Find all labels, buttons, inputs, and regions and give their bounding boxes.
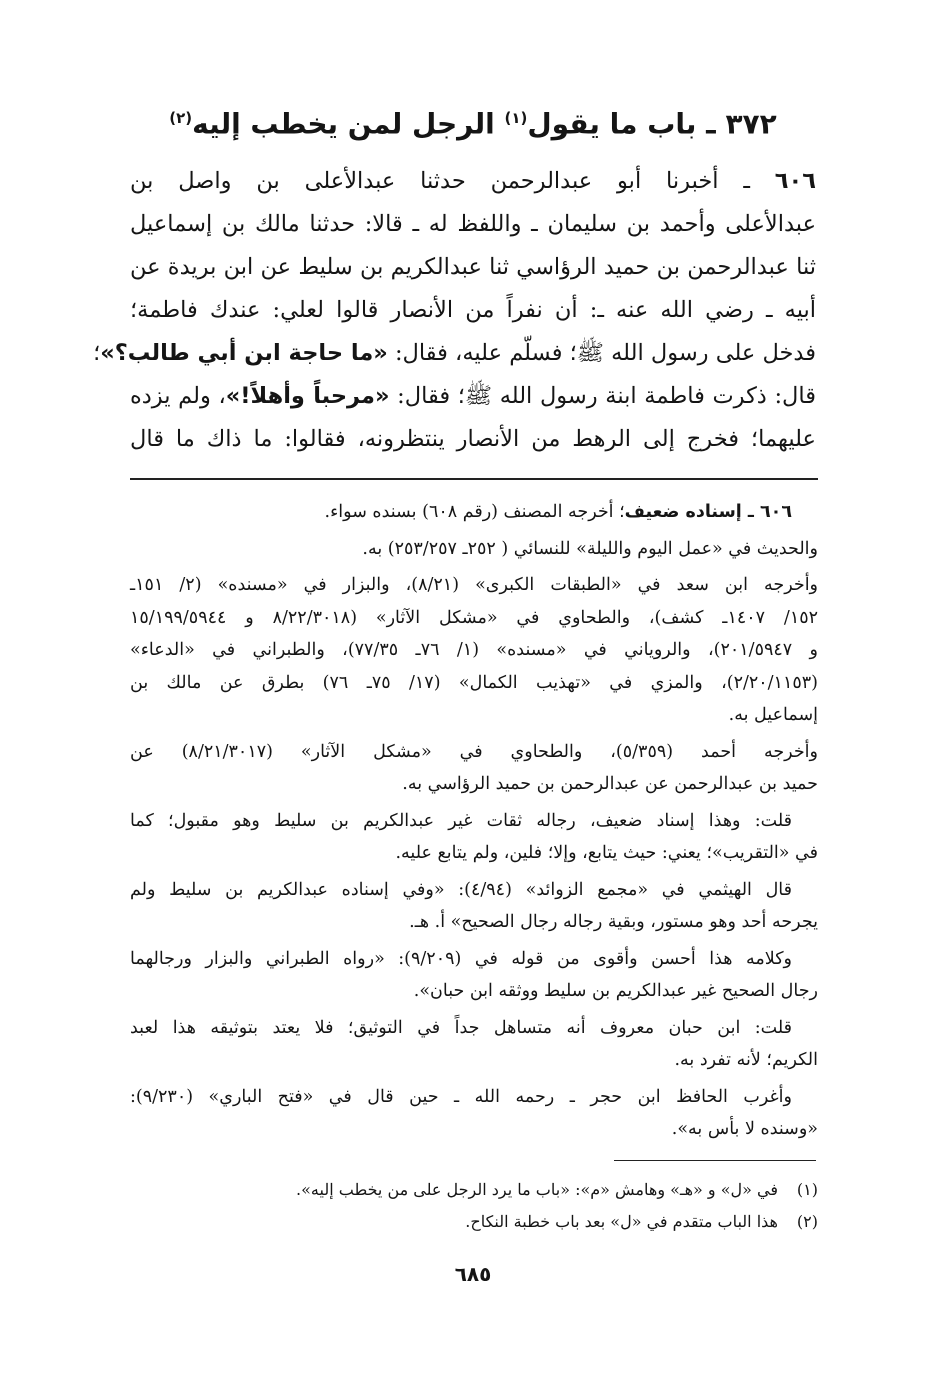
hadith-line: قال: ذكرت فاطمة ابنة رسول الله ﷺ؛ فقال: «مرحباً وأهلاً!»، ولم يزده [130, 383, 816, 409]
hadith-line: عبدالأعلى وأحمد بن سليمان ـ واللفظ له ـ قالا: حدثنا مالك بن إسماعيل [130, 211, 816, 237]
chapter-title-prefix: ٣٧٢ ـ باب ما يقول [527, 107, 777, 141]
note-paragraph: وكلامه هذا أحسن وأقوى من قوله في (٩/٢٠٩): «رواه الطبراني والبزار ورجالهما رجال الصحيح غير عبدالكريم بن سليط ووثقه ابن حبان». [130, 948, 818, 1001]
note-paragraph: قلت: ابن حبان معروف أنه متساهل جداً في التوثيق؛ فلا يعتد بتوثيقه هذا لعبد الكريم؛ لأنه تفرد به. [130, 1017, 818, 1070]
prophet-quote: «ما حاجة ابن أبي طالب؟» [100, 340, 388, 366]
footnote-text: هذا الباب متقدم في «ل» بعد باب خطبة النكاح. [465, 1212, 778, 1231]
chapter-title [120, 98, 826, 144]
footnotes [130, 1174, 818, 1238]
hadith-line: ثنا عبدالرحمن بن حميد الرؤاسي ثنا عبدالكريم بن سليط عن ابن بريدة عن [130, 254, 816, 280]
note-paragraph: وأخرجه أحمد (٥/٣٥٩)، والطحاوي في «مشكل الآثار» (٨/٢١/٣٠١٧) عن حميد بن عبدالرحمن عن عبدالرحمن بن حميد الرؤاسي به. [130, 741, 818, 794]
note-number: ٦٠٦ ـ [741, 502, 792, 522]
note-paragraph: والحديث في «عمل اليوم والليلة» للنسائي ( ٢٥٢ـ ٢٥٣/٢٥٧) به. [362, 538, 818, 559]
footnote-marker-1: (١) [504, 109, 528, 127]
footnote [130, 1174, 818, 1206]
hadith-line: ٦٠٦ ـ أخبرنا أبو عبدالرحمن حدثنا عبدالأعلى بن واصل بن [130, 168, 816, 194]
chapter-title-middle: الرجل لمن يخطب إليه [192, 107, 505, 141]
hadith-text [93, 160, 816, 461]
footnote-marker-2: (٢) [169, 109, 193, 127]
footnote-number: (٢) [796, 1212, 818, 1231]
note-paragraph: قال الهيثمي في «مجمع الزوائد» (٤/٩٤): «وفي إسناده عبدالكريم بن سليط ولم يجرحه أحد وهو مستور، وبقية رجاله رجال الصحيح» أ. هـ. [130, 879, 818, 932]
takhrij-notes [130, 496, 818, 1150]
hadith-number: ٦٠٦ [774, 168, 816, 194]
prophet-quote: «مرحباً وأهلاً!» [225, 383, 390, 409]
footnote-text: في «ل» و «هـ» وهامش «م»: «باب ما يرد الرجل على من يخطب إليه». [296, 1180, 778, 1199]
section-divider [130, 478, 818, 480]
footnote-divider [614, 1160, 816, 1161]
footnote [130, 1206, 818, 1238]
hadith-line: فدخل على رسول الله ﷺ؛ فسلّم عليه، فقال: «ما حاجة ابن أبي طالب؟»؛ [93, 340, 816, 366]
note-paragraph: قلت: وهذا إسناد ضعيف، رجاله ثقات غير عبدالكريم بن سليط وهو مقبول؛ كما في «التقريب»؛ يعني: حيث يتابع، وإلا؛ فلين، ولم يتابع عليه. [130, 810, 818, 863]
page-number: ٦٨٥ [454, 1262, 492, 1286]
hadith-line: عليهما؛ فخرج إلى الرهط من الأنصار ينتظرونه، فقالوا: ما ذاك ما قال [130, 426, 816, 452]
grading: إسناده ضعيف [624, 502, 742, 522]
note-paragraph: وأخرجه ابن سعد في «الطبقات الكبرى» (٨/٢١)، والبزار في «مسنده» (٢/ ١٥١ـ ١٥٢/ ١٤٠٧ـ كشف)، والطحاوي في «مشكل الآثار» (٨/٢٢/٣٠١٨ و ١٥/١٩٩/٥٩٤٤ و ٢٠١/٥٩٤٧)، والروياني في «مسنده» (١/ ٧٦ـ ٧٧/٣٥)، والطبراني في «الدعاء» (٢/٢٠/١١٥٣)، والمزي في «تهذيب الكمال» (١٧/ ٧٥ـ ٧٦) بطرق عن مالك بن إسماعيل به. [130, 575, 819, 725]
hadith-line: أبيه ـ رضي الله عنه ـ: أن نفراً من الأنصار قالوا لعلي: عندك فاطمة؛ [130, 297, 816, 323]
note-paragraph: ٦٠٦ ـ إسناده ضعيف؛ أخرجه المصنف (رقم ٦٠٨) بسنده سواء. [324, 502, 792, 522]
footnote-number: (١) [796, 1180, 818, 1199]
note-paragraph: وأغرب الحافظ ابن حجر ـ رحمه الله ـ حين قال في «فتح الباري» (٩/٢٣٠): «وسنده لا بأس به». [130, 1086, 818, 1139]
